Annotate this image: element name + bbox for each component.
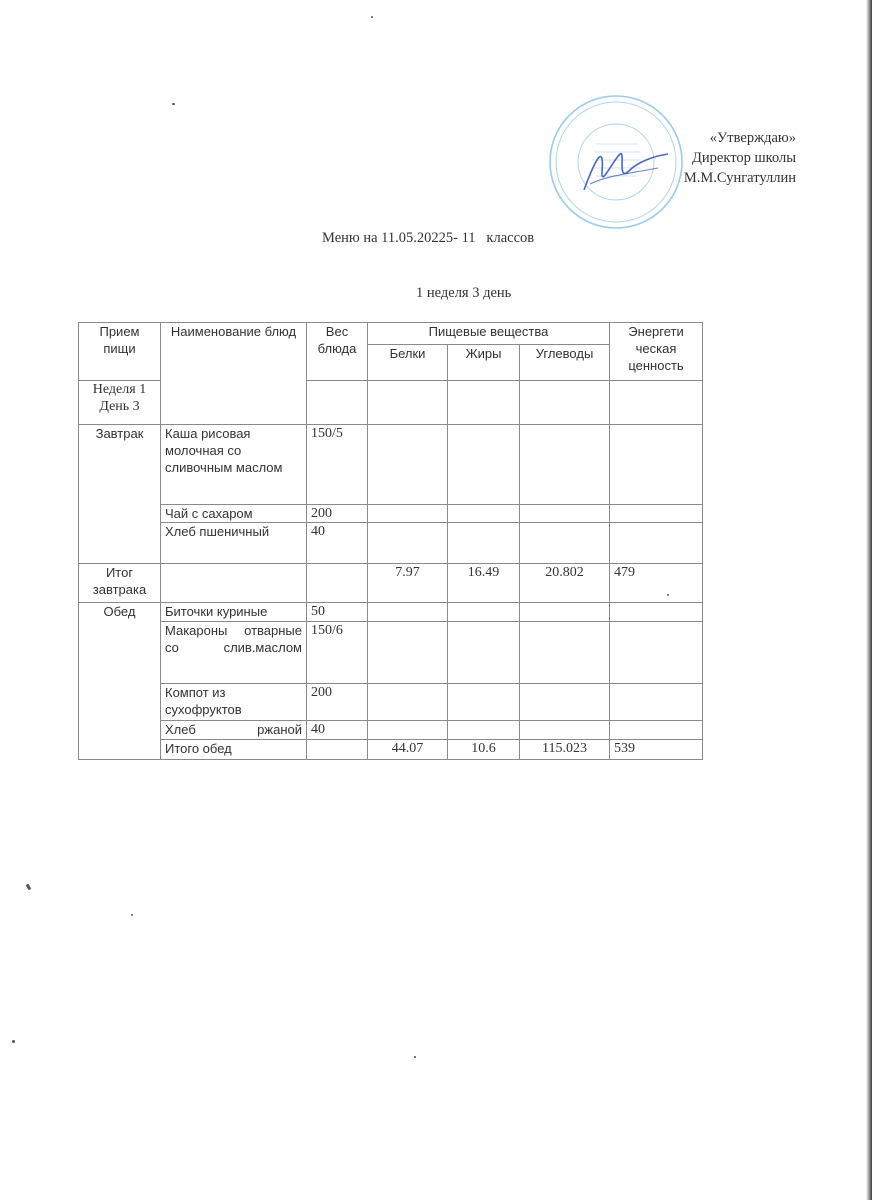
dish-name: Хлеб пшеничный [161, 523, 307, 564]
breakfast-total-label: Итог завтрака [79, 564, 161, 603]
approval-block [600, 128, 796, 188]
menu-title: Меню на 11.05.20225- 11 классов [322, 230, 535, 246]
scan-speck [667, 594, 669, 596]
dish-weight: 200 [307, 684, 368, 721]
dish-name-line: Макароны отварные со слив.маслом [165, 623, 302, 655]
table-row [79, 684, 703, 721]
dish-weight: 150/5 [307, 425, 368, 505]
breakfast-total-proteins: 7.97 [368, 564, 448, 603]
scan-speck [131, 914, 133, 916]
table-row [79, 523, 703, 564]
dish-weight: 200 [307, 505, 368, 523]
header-weight: Вес блюда [307, 323, 368, 381]
lunch-total-proteins: 44.07 [368, 740, 448, 760]
approval-line-director-name: М.М.Сунгатуллин [683, 170, 796, 186]
breakfast-total-carbs: 20.802 [520, 564, 610, 603]
table-row [79, 603, 703, 622]
dish-name: Хлеб ржаной [161, 721, 307, 740]
breakfast-label: Завтрак [79, 425, 161, 564]
table-header-row [79, 323, 703, 345]
header-proteins: Белки [368, 345, 448, 381]
lunch-label: Обед [79, 603, 161, 760]
table-row [79, 425, 703, 505]
dish-weight: 50 [307, 603, 368, 622]
header-dish: Наименование блюд [161, 323, 307, 425]
dish-name: Каша рисовая молочная со сливочным маслом [161, 425, 307, 505]
table-row-lunch-total [79, 740, 703, 760]
lunch-total-energy: 539 [610, 740, 703, 760]
lunch-total-carbs: 115.023 [520, 740, 610, 760]
scan-speck [414, 1056, 416, 1058]
lunch-total-fats: 10.6 [448, 740, 520, 760]
header-nutrients: Пищевые вещества [368, 323, 610, 345]
dish-name: Чай с сахаром [161, 505, 307, 523]
scan-speck [172, 103, 175, 105]
dish-name [161, 622, 307, 684]
header-meal: Прием пищи [79, 323, 161, 381]
dish-name: Компот из сухофруктов [161, 684, 307, 721]
week-day-cell: Неделя 1 День 3 [79, 381, 161, 425]
table-row [79, 505, 703, 523]
dish-weight: 40 [307, 523, 368, 564]
table-row [79, 721, 703, 740]
scan-page-edge [866, 0, 872, 1200]
lunch-total-label: Итого обед [161, 740, 307, 760]
menu-table [78, 322, 703, 760]
dish-weight: 40 [307, 721, 368, 740]
table-row-breakfast-total [79, 564, 703, 603]
header-fats: Жиры [448, 345, 520, 381]
breakfast-total-energy: 479 [610, 564, 703, 603]
dish-weight: 150/6 [307, 622, 368, 684]
header-energy: Энергети ческая ценность [610, 323, 703, 381]
header-carbs: Углеводы [520, 345, 610, 381]
table-row [79, 622, 703, 684]
approval-line-approve: «Утверждаю» [709, 130, 796, 146]
scan-speck [26, 884, 32, 891]
scan-speck [371, 16, 373, 18]
menu-subtitle: 1 неделя 3 день [416, 285, 512, 301]
dish-name: Биточки куриные [161, 603, 307, 622]
breakfast-total-fats: 16.49 [448, 564, 520, 603]
scan-speck [12, 1040, 15, 1043]
approval-line-position: Директор школы [692, 150, 796, 166]
